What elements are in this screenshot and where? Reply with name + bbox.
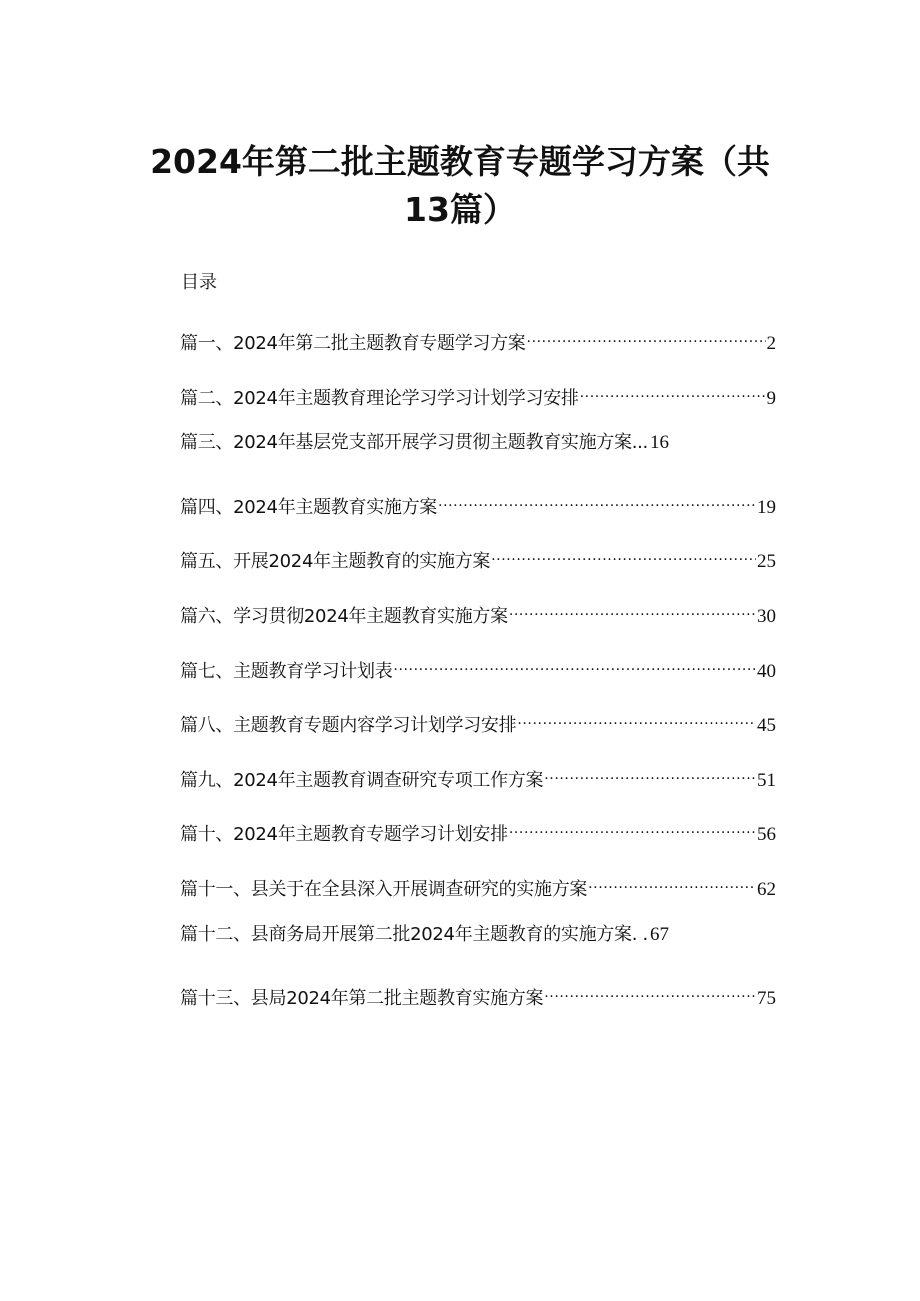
toc-entry[interactable] [180, 865, 776, 920]
toc-dot-leader [588, 865, 756, 895]
toc-dot-leader [544, 756, 756, 786]
toc-entry[interactable] [180, 428, 776, 483]
toc-entry-label: 篇四、2024年主题教育实施方案 [180, 496, 438, 518]
toc-entry[interactable] [180, 974, 776, 1029]
table-of-contents [180, 319, 776, 1029]
toc-entry[interactable] [180, 756, 776, 811]
toc-entry[interactable] [180, 319, 776, 374]
toc-entry-label: 篇八、主题教育专题内容学习计划学习安排 [180, 715, 517, 737]
toc-dot-leader [527, 319, 766, 349]
toc-page-number: 19 [757, 496, 776, 518]
toc-page-number: 51 [757, 769, 776, 791]
toc-page-number: 67 [649, 923, 669, 945]
toc-entry-label: 篇十三、县局2024年第二批主题教育实施方案 [180, 988, 544, 1010]
toc-entry-label: 篇二、2024年主题教育理论学习学习计划学习安排 [180, 387, 579, 409]
toc-entry[interactable] [180, 592, 776, 647]
toc-dot-leader [580, 374, 766, 404]
toc-entry[interactable] [180, 810, 776, 865]
toc-entry-label: 篇九、2024年主题教育调查研究专项工作方案 [180, 769, 544, 791]
toc-entry-label: 篇三、2024年基层党支部开展学习贯彻主题教育实施方案... [180, 432, 648, 454]
toc-page-number: 56 [757, 824, 776, 846]
toc-page-number: 62 [757, 878, 776, 900]
toc-heading: 目录 [181, 272, 217, 293]
toc-dot-leader [438, 483, 756, 513]
toc-dot-leader [509, 592, 756, 622]
toc-dot-leader [517, 701, 756, 731]
toc-page-number: 30 [757, 605, 776, 627]
toc-page-number: 2 [766, 333, 776, 354]
toc-dot-leader [544, 974, 756, 1004]
toc-dot-leader [509, 810, 756, 840]
toc-entry[interactable] [180, 701, 776, 756]
toc-entry-label: 篇一、2024年第二批主题教育专题学习方案 [180, 333, 526, 354]
toc-entry-label: 篇十二、县商务局开展第二批2024年主题教育的实施方案. . [180, 923, 648, 945]
toc-entry[interactable] [180, 374, 776, 429]
toc-page-number: 40 [757, 660, 776, 682]
toc-page-number: 9 [766, 387, 776, 409]
toc-entry-label: 篇十、2024年主题教育专题学习计划安排 [180, 824, 508, 846]
toc-page-number: 75 [757, 988, 776, 1010]
toc-entry[interactable] [180, 920, 776, 975]
toc-dot-leader [491, 537, 756, 567]
toc-entry-label: 篇六、学习贯彻2024年主题教育实施方案 [180, 605, 508, 627]
toc-entry[interactable] [180, 483, 776, 538]
document-title: 2024年第二批主题教育专题学习方案（共13篇） [150, 142, 770, 229]
toc-entry[interactable] [180, 537, 776, 592]
toc-entry[interactable] [180, 647, 776, 702]
toc-page-number: 45 [757, 715, 776, 737]
toc-dot-leader [393, 647, 756, 677]
toc-entry-label: 篇七、主题教育学习计划表 [180, 660, 393, 682]
toc-entry-label: 篇五、开展2024年主题教育的实施方案 [180, 551, 491, 573]
toc-page-number: 25 [757, 551, 776, 573]
toc-page-number: 16 [649, 432, 669, 454]
toc-entry-label: 篇十一、县关于在全县深入开展调查研究的实施方案 [180, 878, 588, 900]
